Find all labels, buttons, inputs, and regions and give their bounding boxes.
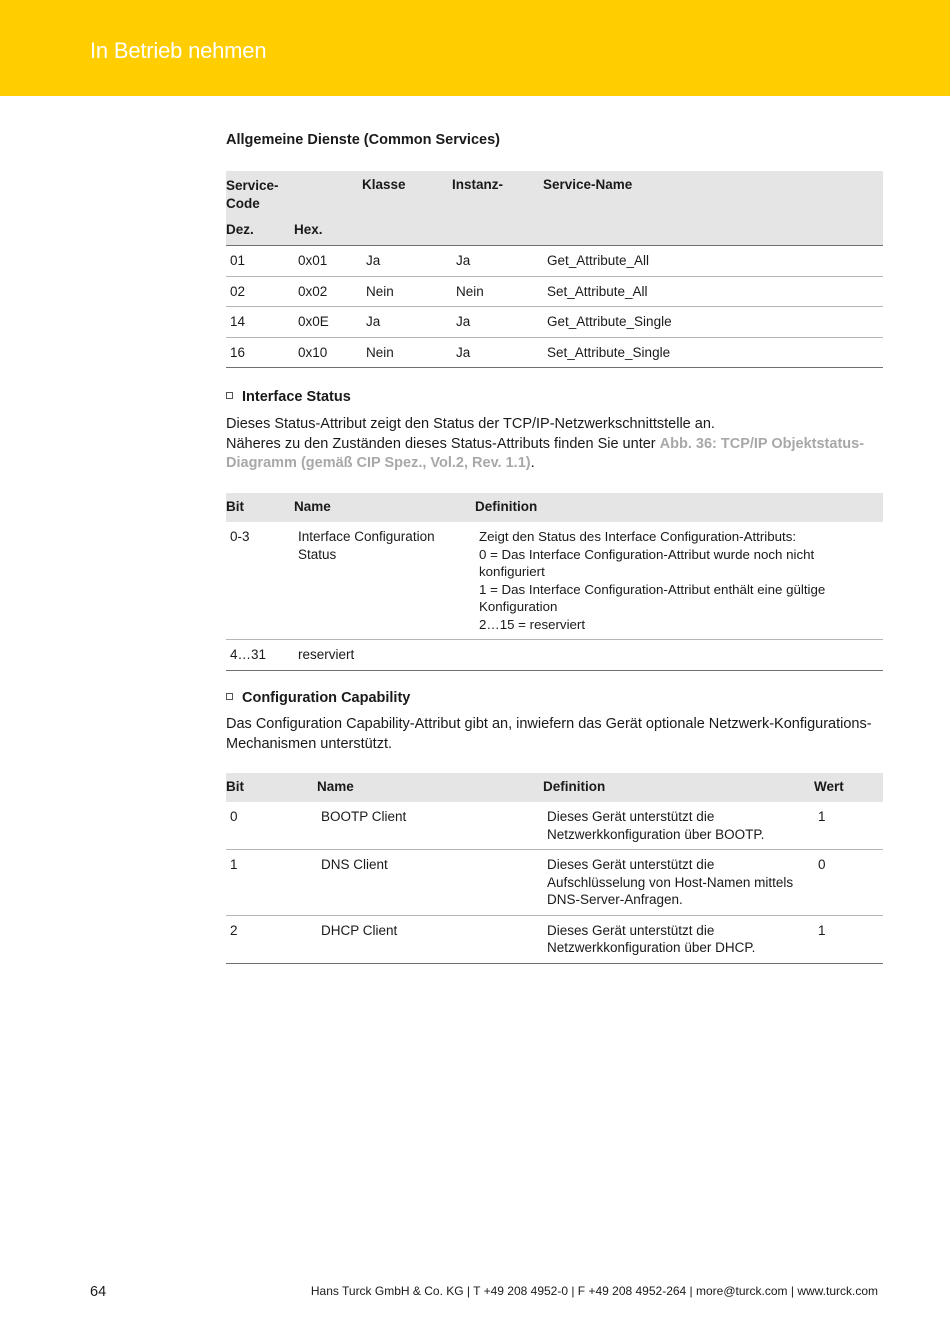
cell-wert: 1	[818, 809, 826, 824]
page-header-title: In Betrieb nehmen	[90, 38, 267, 63]
table-row	[226, 850, 883, 916]
table-header-row	[226, 773, 883, 802]
cell-service-name: Set_Attribute_All	[547, 283, 648, 299]
col-header-hex: Hex.	[294, 222, 323, 237]
cell-wert: 1	[818, 922, 826, 938]
cell-instanz: Ja	[456, 253, 471, 268]
interface-status-heading-text: Interface Status	[242, 389, 351, 405]
cell-instanz: Ja	[456, 314, 471, 329]
configuration-capability-heading-text: Configuration Capability	[242, 690, 411, 706]
interface-status-para1: Dieses Status-Attribut zeigt den Status der TCP/IP-Netzwerkschnittstelle an.	[226, 416, 715, 432]
col-header-name: Name	[294, 499, 331, 514]
col-header-dez: Dez.	[226, 222, 254, 237]
interface-status-table	[226, 493, 883, 671]
table-subheader-row	[226, 212, 883, 246]
cell-dez: 02	[230, 283, 246, 299]
common-services-heading: Allgemeine Dienste (Common Services)	[226, 132, 500, 148]
cell-klasse: Nein	[366, 283, 394, 299]
table-row	[226, 802, 883, 850]
cell-service-name: Get_Attribute_All	[547, 253, 650, 268]
cell-instanz: Ja	[456, 344, 471, 360]
cell-service-name: Set_Attribute_Single	[547, 344, 671, 360]
cell-klasse: Ja	[366, 314, 381, 329]
col-header-bit: Bit	[226, 779, 244, 794]
table-row	[226, 246, 883, 277]
cell-hex: 0x02	[298, 283, 328, 299]
col-header-instanz: Instanz-	[452, 177, 504, 192]
cell-name: reserviert	[298, 647, 355, 662]
square-bullet-icon	[226, 392, 233, 399]
definition-line: 2…15 = reserviert	[479, 616, 586, 632]
cell-dez: 01	[230, 253, 246, 268]
cell-name: DNS Client	[321, 857, 388, 872]
cell-bit: 2	[230, 922, 238, 938]
configuration-capability-description: Das Configuration Capability-Attribut gibt an, inwiefern das Gerät optionale Netzwerk-Konfigurations-Mechanismen unterstützt.	[226, 716, 872, 752]
table-row	[226, 307, 883, 338]
col-header-definition: Definition	[543, 779, 606, 794]
cell-bit: 1	[230, 857, 238, 872]
common-services-table	[226, 171, 883, 368]
cell-klasse: Ja	[366, 253, 381, 268]
cell-bit: 0-3	[230, 529, 250, 544]
cell-bit: 0	[230, 809, 238, 824]
cell-hex: 0x0E	[298, 314, 329, 329]
table-header-row	[226, 493, 883, 522]
col-header-service-name: Service-Name	[543, 177, 633, 192]
cell-name: DHCP Client	[321, 922, 398, 938]
footer-contact-line: Hans Turck GmbH & Co. KG | T +49 208 4952-0 | F +49 208 4952-264 | more@turck.com | www.turck.com	[310, 1284, 878, 1298]
col-header-klasse: Klasse	[362, 177, 406, 192]
cell-dez: 14	[230, 314, 246, 329]
figure-cross-reference-link[interactable]: Abb. 36: TCP/IP Objektstatus-Diagramm (gemäß CIP Spez., Vol.2, Rev. 1.1)	[226, 435, 865, 471]
table-row	[226, 640, 883, 671]
interface-status-description	[226, 415, 883, 474]
table-row	[226, 276, 883, 307]
col-header-name: Name	[317, 779, 354, 794]
cell-dez: 16	[230, 344, 246, 360]
cell-hex: 0x10	[298, 344, 328, 360]
cell-klasse: Nein	[366, 344, 394, 360]
cell-definition: Dieses Gerät unterstützt die Netzwerkkonfiguration über DHCP.	[547, 922, 756, 955]
definition-line: Zeigt den Status des Interface Configuration-Attributs:	[479, 529, 797, 544]
table-row	[226, 915, 883, 963]
table-row	[226, 522, 883, 640]
interface-status-heading	[226, 389, 351, 405]
col-header-service-code: Service-Code	[226, 178, 279, 211]
col-header-definition: Definition	[475, 499, 538, 514]
cell-definition: Dieses Gerät unterstützt die Aufschlüsselung von Host-Namen mittels DNS-Server-Anfragen.	[547, 857, 794, 907]
definition-line: 0 = Das Interface Configuration-Attribut wurde noch nicht konfiguriert	[479, 546, 815, 579]
cell-wert: 0	[818, 857, 826, 872]
square-bullet-icon	[226, 693, 233, 700]
cell-hex: 0x01	[298, 253, 328, 268]
para2-prefix: Näheres zu den Zuständen dieses Status-Attributs finden Sie unter	[226, 435, 660, 452]
cell-name: BOOTP Client	[321, 809, 407, 824]
col-header-bit: Bit	[226, 499, 244, 514]
page-number: 64	[90, 1284, 107, 1300]
table-row	[226, 337, 883, 368]
cell-definition: Dieses Gerät unterstützt die Netzwerkkonfiguration über BOOTP.	[547, 809, 765, 842]
configuration-capability-table	[226, 773, 883, 964]
definition-line: 1 = Das Interface Configuration-Attribut enthält eine gültige Konfiguration	[479, 581, 826, 614]
configuration-capability-heading	[226, 690, 410, 706]
cell-bit: 4…31	[230, 647, 267, 662]
col-header-wert: Wert	[814, 779, 844, 794]
cell-instanz: Nein	[456, 283, 484, 299]
table-header-row	[226, 171, 883, 212]
para2-suffix: .	[530, 455, 535, 471]
cell-service-name: Get_Attribute_Single	[547, 314, 672, 329]
cell-name: Interface Configuration Status	[298, 529, 435, 562]
interface-status-para2	[226, 435, 883, 474]
